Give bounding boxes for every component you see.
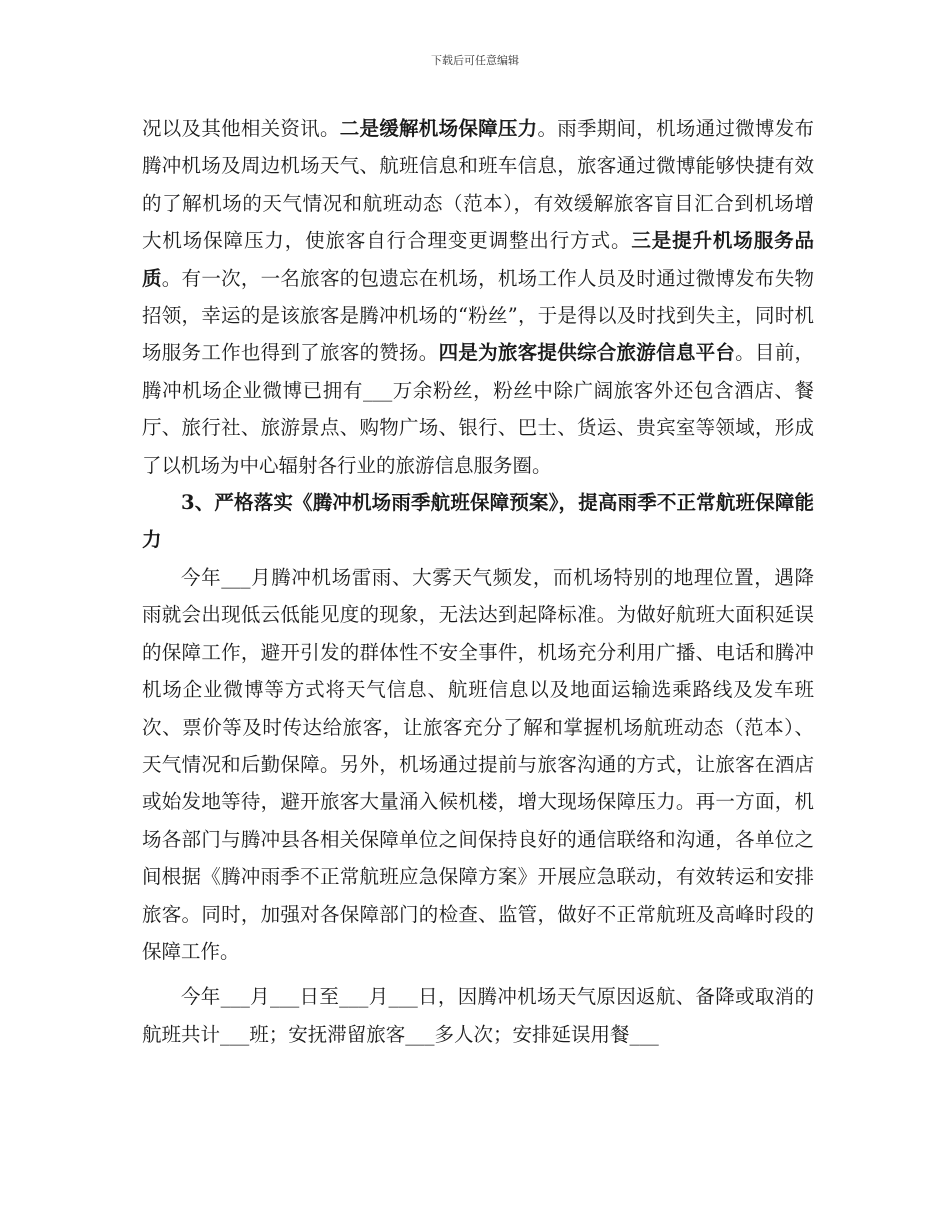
text-run: 。雨季期间，机场通过微博发布腾冲机场及周边机场天气、航班信息和班车信息，旅客通过微博能够快捷有效的了解机场的天气情况和航班动态（范本），有效缓解旅客盲目汇合到机场增大机场保障压力，使旅客自行合理变更调整出行方式。 [142,117,814,253]
text-run: 。目前，腾冲机场企业微博已拥有___万余粉丝，粉丝中除广阔旅客外还包含酒店、餐厅、旅行社、旅游景点、购物广场、银行、巴士、货运、贵宾室等领域，形成了以机场为中心辐射各行业的旅游信息服务圈。 [142,341,814,477]
document-body [142,110,814,1053]
bold-point-three: 三是提升机场服务品质 [142,229,814,290]
text-run: 今年___月___日至___月___日，因腾冲机场天气原因返航、备降或取消的航班共计___班；安抚滞留旅客___多人次；安排延误用餐___ [142,985,814,1046]
bold-point-two: 二是缓解机场保障压力 [339,117,538,140]
text-run: 。有一次，一名旅客的包遗忘在机场，机场工作人员及时通过微博发布失物招领，幸运的是该旅客是腾冲机场的“粉丝”，于是得以及时找到失主，同时机场服务工作也得到了旅客的赞扬。 [142,266,814,365]
bold-point-four: 四是为旅客提供综合旅游信息平台 [438,341,736,365]
section-heading-3 [142,484,814,559]
page-header: 下载后可任意编辑 [431,54,519,67]
paragraph-statistics [142,978,814,1053]
heading-text: 3、严格落实《腾冲机场雨季航班保障预案》，提高雨季不正常航班保障能力 [142,491,814,552]
paragraph-weibo-benefits [142,110,814,484]
text-run: 况以及其他相关资讯。 [142,117,340,140]
text-run: 今年___月腾冲机场雷雨、大雾天气频发，而机场特别的地理位置，遇降雨就会出现低云低能见度的现象，无法达到起降标准。为做好航班大面积延误的保障工作，避开引发的群体性不安全事件，机场充分利用广播、电话和腾冲机场企业微博等方式将天气信息、航班信息以及地面运输选乘路线及发车班次、票价等及时传达给旅客，让旅客充分了解和掌握机场航班动态（范本）、天气情况和后勤保障。另外，机场通过提前与旅客沟通的方式，让旅客在酒店或始发地等待，避开旅客大量涌入候机楼，增大现场保障压力。再一方面，机场各部门与腾冲县各相关保障单位之间保持良好的通信联络和沟通，各单位之间根据《腾冲雨季不正常航班应急保障方案》开展应急联动，有效转运和安排旅客。同时，加强对各保障部门的检查、监管，做好不正常航班及高峰时段的保障工作。 [142,565,814,963]
paragraph-rainy-season [142,559,814,970]
